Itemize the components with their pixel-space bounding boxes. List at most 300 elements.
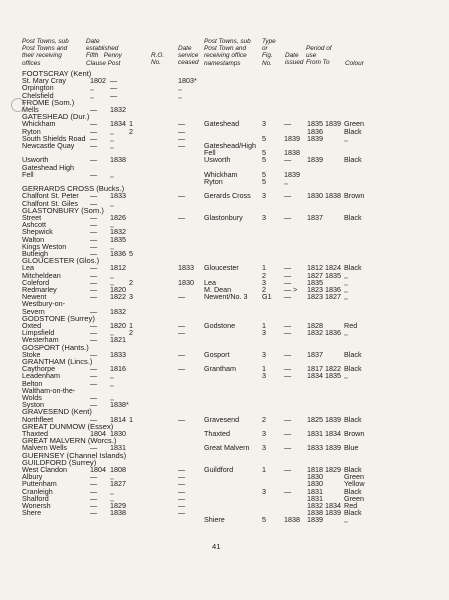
cell-c8: — — [284, 321, 292, 330]
cell-c2: ,, — [90, 83, 94, 93]
cell-c10: 1836 — [325, 285, 341, 294]
cell-c9: 1836 — [307, 126, 323, 136]
cell-c5: — — [178, 213, 186, 222]
cell-c3: 1827 — [110, 479, 126, 489]
cell-c1: Whickham — [22, 119, 56, 129]
cell-c8: — — [284, 213, 292, 222]
cell-c1: Gateshead High — [22, 162, 74, 172]
cell-c3: ,, — [110, 472, 114, 482]
cell-c8: — — [284, 443, 292, 453]
header-ro-no: R.O. No. — [151, 52, 165, 67]
cell-c9: 1832 — [307, 501, 323, 510]
cell-c11: ,, — [344, 515, 348, 525]
header-colour: Colour — [345, 60, 364, 67]
cell-c6: Usworth — [204, 155, 231, 165]
cell-c1: Shepwick — [22, 227, 53, 237]
cell-c3: ,, — [110, 371, 114, 381]
cell-c3: ,, — [110, 493, 114, 503]
cell-c2: — — [90, 234, 98, 244]
cell-c5: — — [178, 501, 186, 510]
cell-c1: Syston — [22, 400, 44, 410]
cell-c3: 1808 — [110, 465, 126, 474]
cell-c3: 1831 — [110, 443, 126, 453]
cell-c9: 1833 — [307, 443, 323, 453]
page-number: 41 — [212, 542, 221, 551]
cell-c2: — — [90, 249, 98, 258]
cell-c3: ,, — [110, 198, 114, 208]
cell-c2: — — [90, 119, 98, 129]
cell-c9: 1812 — [307, 263, 323, 273]
cell-c10: 1839 — [325, 119, 341, 129]
cell-c8: 1839 — [284, 133, 300, 143]
cell-c9: 1834 — [307, 371, 323, 381]
cell-c6: Gloucester — [204, 263, 239, 273]
cell-c2: — — [90, 277, 98, 287]
cell-c5: — — [178, 479, 186, 489]
cell-c7: 3 — [262, 349, 266, 359]
cell-c2: — — [90, 321, 98, 330]
header-date-established: Date established Fifth Penny Clause Post — [86, 38, 122, 67]
cell-c11: Black — [344, 465, 362, 474]
cell-c4: 2 — [129, 328, 133, 338]
cell-c5: — — [178, 126, 186, 136]
cell-c1: Limpsfield — [22, 328, 55, 338]
cell-c3: ,, — [110, 133, 114, 143]
cell-c1: Mells — [22, 105, 39, 114]
cell-c8: — — [284, 292, 292, 302]
cell-c9: 1835 — [307, 119, 323, 129]
cell-c2: — — [90, 493, 98, 503]
cell-c11: Brown — [344, 429, 365, 438]
cell-c1: Westerham — [22, 335, 59, 345]
cell-c8: — — [284, 328, 292, 338]
cell-c3: 1838 — [110, 508, 126, 518]
cell-c1: Wolds — [22, 393, 42, 402]
cell-c7: 5 — [262, 177, 266, 186]
cell-c5: — — [178, 472, 186, 482]
cell-c2: — — [90, 486, 98, 496]
cell-c10: 1839 — [325, 414, 341, 424]
cell-c11: Black — [344, 414, 362, 424]
cell-c3: 1835 — [110, 234, 126, 244]
cell-c5: — — [178, 493, 186, 503]
cell-c6: Gravesend — [204, 414, 240, 424]
cell-c3: 1822 — [110, 292, 126, 302]
cell-c1: Kings Weston — [22, 241, 67, 251]
cell-c2: — — [90, 133, 98, 143]
cell-c2: — — [90, 414, 98, 424]
cell-c8: — — [284, 429, 292, 438]
cell-c3: ,, — [110, 378, 114, 388]
cell-c1: Chalfont St. Giles — [22, 198, 78, 208]
cell-c4: 1 — [129, 119, 133, 129]
cell-c1: Shere — [22, 508, 42, 518]
cell-c9: 1830 — [307, 479, 323, 489]
cell-c7: 5 — [262, 515, 266, 525]
cell-c3: 1812 — [110, 263, 126, 273]
cell-c3: 1833 — [110, 349, 126, 359]
cell-c8: — — [284, 191, 292, 201]
cell-c1: Chalfont St. Peter — [22, 191, 79, 201]
cell-c1: Thaxted — [22, 429, 48, 438]
cell-c2: — — [90, 285, 98, 294]
cell-c2: — — [90, 191, 98, 201]
cell-c5: — — [178, 328, 186, 338]
cell-c1: Belton — [22, 378, 43, 388]
cell-c9: 1838 — [307, 508, 323, 518]
cell-c10: 1824 — [325, 263, 341, 273]
cell-c7: 5 — [262, 155, 266, 165]
cell-c7: 2 — [262, 285, 266, 294]
cell-c5: — — [178, 486, 186, 496]
cell-c11: Blue — [344, 443, 359, 453]
cell-c6: Gateshead/High — [204, 141, 256, 150]
cell-c8: — — [284, 155, 292, 165]
cell-c2: — — [90, 443, 98, 453]
cell-c11: Brown — [344, 191, 365, 201]
cell-c11: Green — [344, 472, 364, 482]
cell-c3: 1838* — [110, 400, 129, 410]
cell-c11: Red — [344, 501, 358, 510]
cell-c6: Grantham — [204, 364, 236, 374]
cell-c8: — > — [284, 285, 298, 294]
cell-c2: — — [90, 155, 98, 165]
cell-c9: 1832 — [307, 328, 323, 338]
cell-c5: — — [178, 349, 186, 359]
cell-c1: Ryton — [22, 126, 41, 136]
cell-c3: 1826 — [110, 213, 126, 222]
cell-c1: Coleford — [22, 277, 50, 287]
cell-c1: Malvern Wells — [22, 443, 67, 453]
cell-c7: 1 — [262, 364, 266, 374]
cell-c4: 3 — [129, 292, 133, 302]
cell-c1: Albury — [22, 472, 43, 482]
cell-c7: 1 — [262, 321, 266, 330]
cell-c1: Cranleigh — [22, 486, 53, 496]
cell-c5: — — [178, 364, 186, 374]
cell-c3: ,, — [110, 126, 114, 136]
cell-c10: 1834 — [325, 501, 341, 510]
cell-c1: Oxted — [22, 321, 42, 330]
cell-c9: 1828 — [307, 321, 323, 330]
cell-c3: ,, — [110, 141, 114, 150]
cell-c1: Street — [22, 213, 42, 222]
cell-c3: 1821 — [110, 335, 126, 345]
cell-c1: West Clandon — [22, 465, 68, 474]
cell-c1: Newent — [22, 292, 47, 302]
cell-c6: Gosport — [204, 349, 230, 359]
cell-c11: Yellow — [344, 479, 365, 489]
cell-c7: 3 — [262, 486, 266, 496]
cell-c1: Butleigh — [22, 249, 48, 258]
cell-c2: — — [90, 400, 98, 410]
cell-c6: Shiere — [204, 515, 225, 525]
cell-c1: Ashcott — [22, 220, 46, 230]
cell-c2: — — [90, 169, 98, 179]
cell-c9: 1835 — [307, 277, 323, 287]
cell-c1: GATESHEAD (Dur.) — [22, 112, 90, 122]
cell-c3: — — [110, 90, 118, 100]
cell-c3: 1816 — [110, 364, 126, 374]
cell-c7: 3 — [262, 119, 266, 129]
cell-c2: — — [90, 335, 98, 345]
cell-c1: Northfleet — [22, 414, 54, 424]
cell-c2: — — [90, 393, 98, 402]
cell-c1: GRAVESEND (Kent) — [22, 407, 92, 417]
cell-c3: 1834 — [110, 119, 126, 129]
cell-c1: Usworth — [22, 155, 49, 165]
cell-c3: 1832 — [110, 306, 126, 316]
cell-c5: — — [178, 414, 186, 424]
cell-c7: 2 — [262, 414, 266, 424]
cell-c7: 1 — [262, 263, 266, 273]
cell-c8: ,, — [284, 177, 288, 186]
cell-c11: ,, — [344, 292, 348, 302]
cell-c2: — — [90, 220, 98, 230]
cell-c10: 1822 — [325, 364, 341, 374]
cell-c11: Green — [344, 493, 364, 503]
cell-c9: 1837 — [307, 213, 323, 222]
cell-c3: ,, — [110, 241, 114, 251]
cell-c7: 3 — [262, 328, 266, 338]
cell-c6: Thaxted — [204, 429, 230, 438]
cell-c2: — — [90, 349, 98, 359]
cell-c8: — — [284, 270, 292, 280]
cell-c11: Black — [344, 486, 362, 496]
cell-c7: 1 — [262, 465, 266, 474]
cell-c9: 1831 — [307, 429, 323, 438]
cell-c3: 1833 — [110, 191, 126, 201]
cell-c1: Severn — [22, 306, 45, 316]
cell-c11: Black — [344, 508, 362, 518]
cell-c3: — — [110, 83, 118, 93]
cell-c10: 1839 — [325, 443, 341, 453]
cell-c6: Great Malvern — [204, 443, 250, 453]
cell-c2: — — [90, 508, 98, 518]
cell-c1: Stoke — [22, 349, 41, 359]
cell-c1: Lea — [22, 263, 34, 273]
cell-c9: 1830 — [307, 472, 323, 482]
cell-c5: 1803* — [178, 76, 197, 86]
cell-c1: Caythorpe — [22, 364, 56, 374]
cell-c10: 1835 — [325, 270, 341, 280]
cell-c2: — — [90, 126, 98, 136]
cell-c4: 2 — [129, 126, 133, 136]
cell-c2: — — [90, 198, 98, 208]
cell-c5: — — [178, 508, 186, 518]
cell-c1: Walton — [22, 234, 45, 244]
cell-c1: Puttenham — [22, 479, 57, 489]
cell-c1: Chelsfield — [22, 90, 54, 100]
cell-c5: 1833 — [178, 263, 194, 273]
cell-c11: Black — [344, 155, 362, 165]
cell-c7: 3 — [262, 191, 266, 201]
cell-c6: Lea — [204, 277, 216, 287]
cell-c2: — — [90, 371, 98, 381]
cell-c1: GLASTONBURY (Som.) — [22, 205, 104, 215]
cell-c1: GREAT MALVERN (Worcs.) — [22, 436, 117, 446]
cell-c2: 1804 — [90, 429, 106, 438]
cell-c11: Black — [344, 349, 362, 359]
cell-c2: 1804 — [90, 465, 106, 474]
cell-c8: 1838 — [284, 515, 300, 525]
cell-c2: — — [90, 105, 98, 114]
cell-c4: 2 — [129, 277, 133, 287]
cell-c1: South Shields Road — [22, 133, 86, 143]
cell-c2: — — [90, 472, 98, 482]
cell-c6: Guildford — [204, 465, 234, 474]
header-namestamps: Post Towns, sub Post Town and receiving office namestamps — [204, 38, 251, 67]
cell-c3: ,, — [110, 169, 114, 179]
cell-c4: 5 — [129, 249, 133, 258]
cell-c8: — — [284, 277, 292, 287]
cell-c1: Shalford — [22, 493, 49, 503]
cell-c9: 1818 — [307, 465, 323, 474]
cell-c9: 1831 — [307, 493, 323, 503]
cell-c1: Leadenham — [22, 371, 60, 381]
header-post-towns: Post Towns, sub Post Towns and their receiving offices — [22, 38, 69, 67]
cell-c1: Fell — [22, 169, 34, 179]
cell-c9: 1817 — [307, 364, 323, 374]
cell-c7: 3 — [262, 429, 266, 438]
cell-c3: ,, — [110, 220, 114, 230]
cell-c3: ,, — [110, 270, 114, 280]
cell-c4: 1 — [129, 414, 133, 424]
cell-c1: Waltham-on-the- — [22, 385, 76, 395]
cell-c2: — — [90, 241, 98, 251]
cell-c5: — — [178, 321, 186, 330]
cell-c8: — — [284, 364, 292, 374]
cell-c10: 1835 — [325, 371, 341, 381]
cell-c11: Black — [344, 364, 362, 374]
cell-c7: 3 — [262, 277, 266, 287]
cell-c5: — — [178, 141, 186, 150]
cell-c10: 1834 — [325, 429, 341, 438]
cell-c11: ,, — [344, 270, 348, 280]
cell-c3: ,, — [110, 486, 114, 496]
cell-c9: 1823 — [307, 292, 323, 302]
cell-c9: 1827 — [307, 270, 323, 280]
cell-c11: Red — [344, 321, 358, 330]
cell-c1: Mitcheldean — [22, 270, 61, 280]
cell-c8: 1838 — [284, 148, 300, 158]
cell-c3: 1820 — [110, 285, 126, 294]
cell-c3: 1832 — [110, 227, 126, 237]
cell-c2: — — [90, 364, 98, 374]
header-date-service-ceased: Date service ceased — [178, 45, 199, 67]
cell-c7: 5 — [262, 133, 266, 143]
cell-c7: 5 — [262, 148, 266, 158]
cell-c1: Westbury-on- — [22, 299, 66, 309]
cell-c9: 1839 — [307, 515, 323, 525]
cell-c6: Fell — [204, 148, 216, 158]
cell-c8: — — [284, 119, 292, 129]
cell-c10: 1839 — [325, 508, 341, 518]
cell-c9: 1837 — [307, 349, 323, 359]
cell-c10: 1827 — [325, 292, 341, 302]
cell-c5: — — [178, 133, 186, 143]
cell-c6: Ryton — [204, 177, 223, 186]
cell-c8: — — [284, 414, 292, 424]
cell-c3: 1836 — [110, 249, 126, 258]
cell-c11: ,, — [344, 371, 348, 381]
cell-c8: — — [284, 465, 292, 474]
cell-c6: M. Dean — [204, 285, 232, 294]
cell-c11: Black — [344, 213, 362, 222]
cell-c5: ,, — [178, 83, 182, 93]
cell-c2: — — [90, 328, 98, 338]
cell-c1: Wonersh — [22, 501, 51, 510]
cell-c10: 1836 — [325, 328, 341, 338]
cell-c3: 1830 — [110, 429, 126, 438]
cell-c8: — — [284, 486, 292, 496]
cell-c3: 1832 — [110, 105, 126, 114]
header-date-issued: Date issued — [285, 52, 304, 67]
cell-c1: GERRARDS CROSS (Bucks.) — [22, 184, 125, 194]
table-row — [0, 516, 449, 524]
cell-c1: FOOTSCRAY (Kent) — [22, 69, 92, 78]
cell-c1: Newcastle Quay — [22, 141, 75, 150]
cell-c6: Godstone — [204, 321, 236, 330]
cell-c2: — — [90, 270, 98, 280]
cell-c5: ,, — [178, 90, 182, 100]
cell-c2: ,, — [90, 90, 94, 100]
cell-c1: GOSPORT (Hants.) — [22, 342, 89, 352]
cell-c6: Gateshead — [204, 119, 240, 129]
cell-c1: Orpington — [22, 83, 54, 93]
cell-c11: Black — [344, 126, 362, 136]
cell-c3: 1814 — [110, 414, 126, 424]
cell-c2: — — [90, 213, 98, 222]
cell-c2: — — [90, 501, 98, 510]
cell-c1: GLOUCESTER (Glos.) — [22, 256, 100, 266]
cell-c11: Black — [344, 263, 362, 273]
cell-c2: 1802 — [90, 76, 106, 86]
cell-c9: 1830 — [307, 191, 323, 201]
cell-c11: ,, — [344, 328, 348, 338]
cell-c5: — — [178, 465, 186, 474]
cell-c6: Newent/No. 3 — [204, 292, 248, 302]
cell-c6: Whickham — [204, 169, 238, 179]
cell-c9: 1839 — [307, 155, 323, 165]
cell-c3: — — [110, 76, 118, 86]
cell-c7: 3 — [262, 443, 266, 453]
cell-c7: 3 — [262, 371, 266, 381]
cell-c5: — — [178, 191, 186, 201]
cell-c1: St. Mary Cray — [22, 76, 66, 86]
cell-c3: ,, — [110, 328, 114, 338]
cell-c11: ,, — [344, 285, 348, 294]
cell-c2: — — [90, 292, 98, 302]
cell-c10: 1829 — [325, 465, 341, 474]
cell-c1: GODSTONE (Surrey) — [22, 313, 95, 323]
header-period-of-use: Period of use From To — [306, 45, 332, 67]
cell-c4: 1 — [129, 321, 133, 330]
cell-c9: 1839 — [307, 133, 323, 143]
cell-c11: ,, — [344, 277, 348, 287]
cell-c3: 1838 — [110, 155, 126, 165]
cell-c2: — — [90, 378, 98, 388]
cell-c5: — — [178, 292, 186, 302]
cell-c3: ,, — [110, 393, 114, 402]
cell-c3: ,, — [110, 277, 114, 287]
cell-c2: — — [90, 227, 98, 237]
cell-c10: 1838 — [325, 191, 341, 201]
cell-c7: 5 — [262, 169, 266, 179]
cell-c1: Redmarley — [22, 285, 57, 294]
cell-c11: Green — [344, 119, 364, 129]
cell-c1: FROME (Som.) — [22, 97, 75, 107]
